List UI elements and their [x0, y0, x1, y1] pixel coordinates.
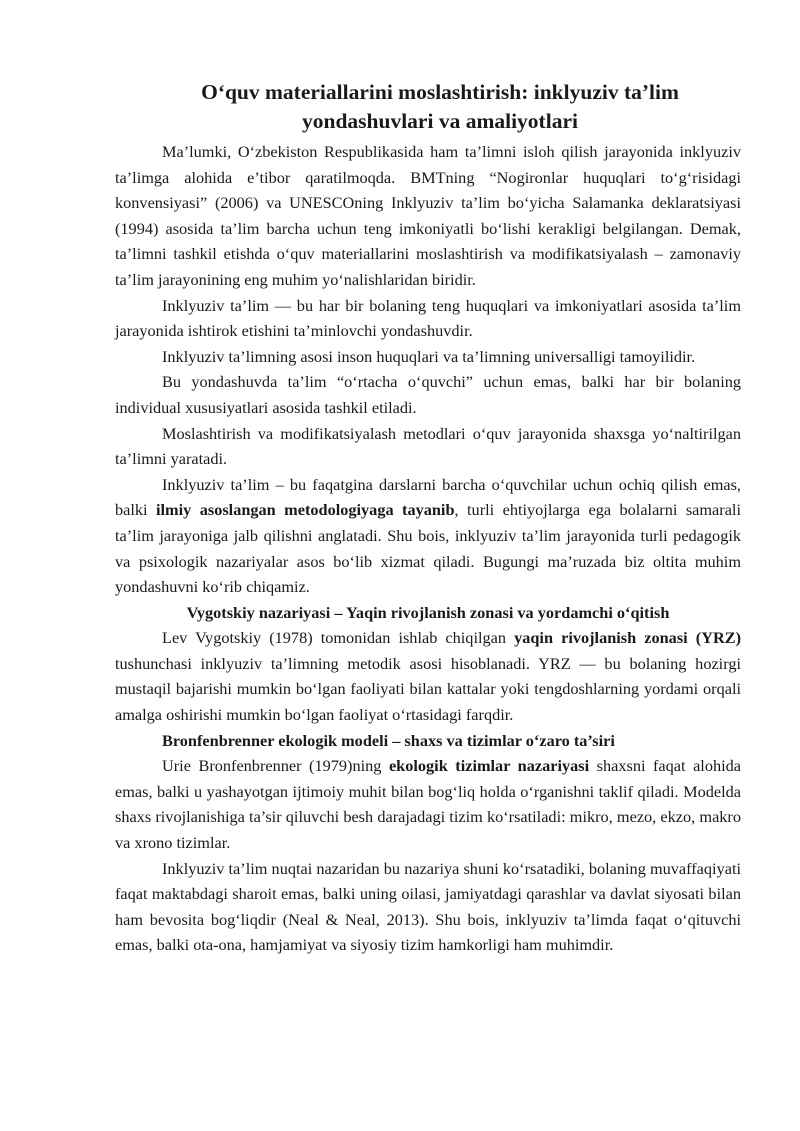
- paragraph-bronfenbrenner-bold: ekologik tizimlar nazariyasi: [388, 756, 590, 776]
- paragraph-bronfenbrenner-inclusive: Inklyuziv ta’lim nuqtai nazaridan bu nazariya shuni ko‘rsatadiki, bolaning muvaffaqiyati faqat maktabdagi sharoit emas, balki uning oilasi, jamiyatdagi qarashlar va davlat siyosati bilan ham bevosita bog‘liqdir (Neal & Neal, 2013). Shu bois, inklyuziv ta’limda faqat o‘qituvchi emas, balki ota-ona, hamjamiyat va siyosiy tizim hamkorligi ham muhimdir.: [115, 858, 741, 955]
- paragraph-vygotsky-text-1: Lev Vygotskiy (1978) tomonidan ishlab chiqilgan: [162, 628, 515, 648]
- paragraph-vygotsky: [115, 625, 741, 727]
- paragraph-methodology: [115, 472, 741, 600]
- paragraph-vygotsky-bold: yaqin rivojlanish zonasi (YRZ): [514, 628, 741, 648]
- paragraph-bronfenbrenner: [115, 753, 741, 855]
- document-body: [115, 139, 741, 958]
- paragraph-methodology-text-1: Inklyuziv ta’lim – bu faqatgina darslarni barcha o‘quvchilar uchun ochiq qilish emas, balki: [115, 474, 741, 520]
- paragraph-intro: Ma’lumki, O‘zbekiston Respublikasida ham ta’limni isloh qilish jarayonida inklyuziv ta’limga alohida e’tibor qaratilmoqda. BMTning “Nogironlar huquqlari to‘g‘risidagi konvensiyasi” (2006) va UNESCOning Inklyuziv ta’lim bo‘yicha Salamanka deklaratsiyasi (1994) asosida ta’lim barcha uchun teng imkoniyatli bo‘lishi kerakligi belgilangan. Demak, ta’limni tashkil etishda o‘quv materiallarini moslashtirish va modifikatsiyalash – zamonaviy ta’lim jarayonining eng muhim yo‘nalishlaridan biridir.: [115, 142, 741, 289]
- paragraph-adaptation-methods: Moslashtirish va modifikatsiyalash metodlari o‘quv jarayonida shaxsga yo‘naltirilgan ta’limni yaratadi.: [115, 423, 741, 469]
- paragraph-human-rights-basis: Inklyuziv ta’limning asosi inson huquqlari va ta’limning universalligi tamoyilidir.: [162, 346, 696, 366]
- paragraph-bronfenbrenner-text-2: shaxsni faqat alohida emas, balki u yashayotgan ijtimoiy muhit bilan bog‘liq holda o‘rganishni taklif qiladi. Modelda shaxs rivojlanishiga ta’sir qiluvchi besh darajadagi tizim ko‘rsatiladi: mikro, mezo, ekzo, makro va xrono tizimlar.: [115, 756, 741, 853]
- page-title-line-2: yondashuvlari va amaliyotlari: [302, 109, 578, 133]
- paragraph-individual-approach: Bu yondashuvda ta’lim “o‘rtacha o‘quvchi” uchun emas, balki har bir bolaning individual xususiyatlari asosida tashkil etiladi.: [115, 372, 741, 417]
- paragraph-inclusive-definition: Inklyuziv ta’lim — bu har bir bolaning teng huquqlari va imkoniyatlari asosida ta’lim jarayonida ishtirok etishini ta’minlovchi yondashuvdir.: [115, 295, 741, 341]
- paragraph-bronfenbrenner-text-1: Urie Bronfenbrenner (1979)ning: [162, 756, 389, 776]
- section-heading-bronfenbrenner: Bronfenbrenner ekologik modeli – shaxs va tizimlar o‘zaro ta’siri: [162, 730, 615, 750]
- paragraph-methodology-bold: ilmiy asoslangan metodologiyaga tayanib: [156, 500, 455, 520]
- paragraph-methodology-text-2: , turli ehtiyojlarga ega bolalarni samarali ta’lim jarayoniga jalb qilishni anglatadi. Shu bois, inklyuziv ta’lim jarayonida turli pedagogik va psixologik nazariyalar asos bo‘lib xizmat qiladi. Bugungi ma’ruzada biz oltita muhim yondashuvni ko‘rib chiqamiz.: [115, 500, 741, 597]
- section-heading-vygotsky: Vygotskiy nazariyasi – Yaqin rivojlanish zonasi va yordamchi o‘qitish: [186, 602, 670, 622]
- page-title: [100, 78, 780, 136]
- paragraph-vygotsky-text-2: tushunchasi inklyuziv ta’limning metodik asosi hisoblanadi. YRZ — bu bolaning hozirgi mustaqil bajarishi mumkin bo‘lgan faoliyati bilan kattalar yoki tengdoshlarning yordami orqali amalga oshirishi mumkin bo‘lgan faoliyat o‘rtasidagi farqdir.: [115, 653, 741, 725]
- page-title-line-1: O‘quv materiallarini moslashtirish: inklyuziv ta’lim: [201, 80, 679, 104]
